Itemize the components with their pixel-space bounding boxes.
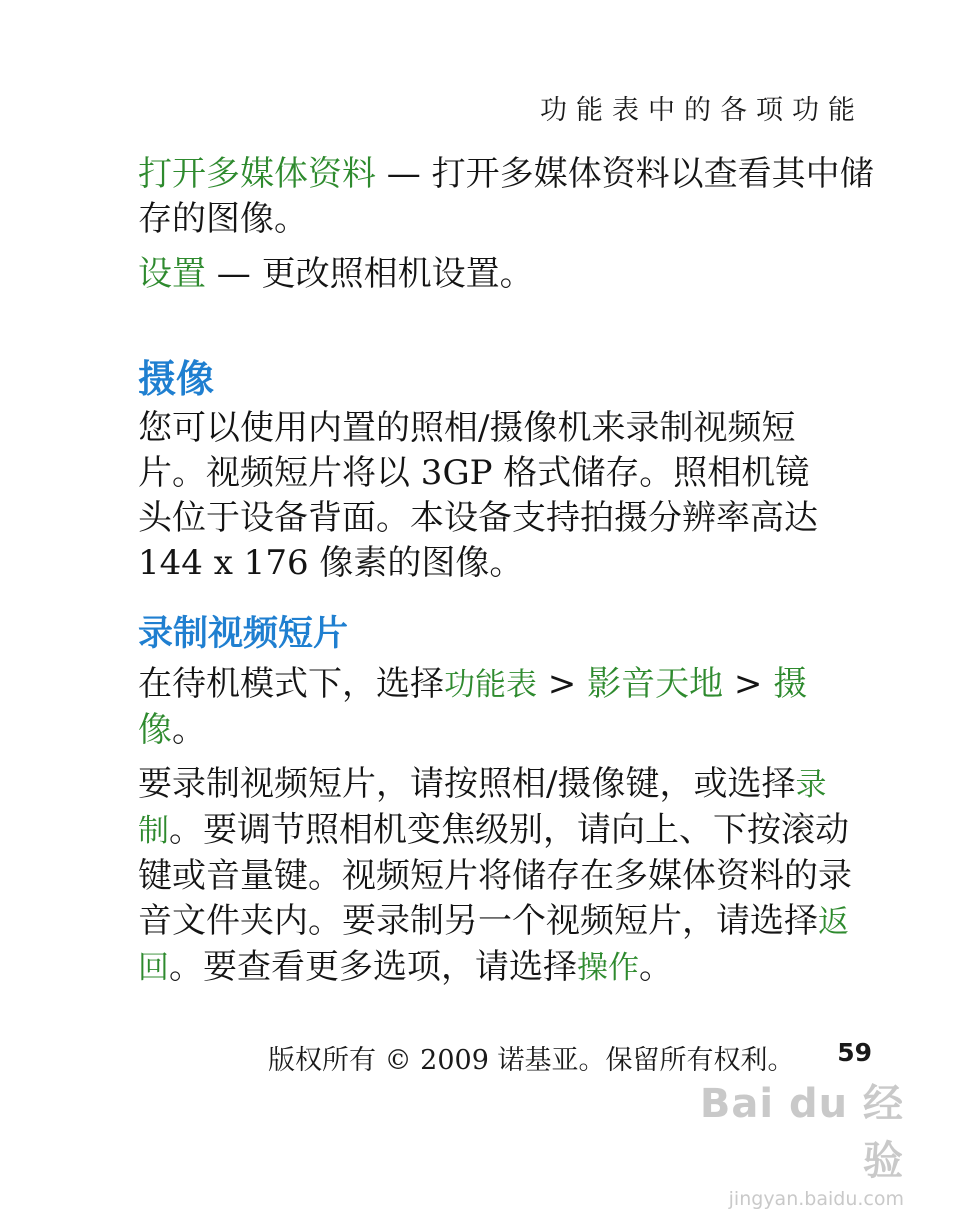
instr-text: 。要查看更多选项，请选择 (169, 947, 577, 987)
record-option: 录制 (138, 767, 827, 849)
copyright-footer: 版权所有 © 2009 诺基亚。保留所有权利。 (268, 1045, 795, 1076)
gallery-entry (138, 152, 878, 242)
record-menu-path (138, 662, 838, 753)
video-intro-text: 您可以使用内置的照相/摄像机来录制视频短片。视频短片将以 3GP 格式储存。照相机镜头位于设备背面。本设备支持拍摄分辨率高达 144 x 176 像素的图像。 (138, 408, 818, 583)
settings-entry (138, 252, 878, 297)
record-instructions (138, 762, 868, 991)
instr-text: 。要调节照相机变焦级别，请向上、下按滚动键或音量键。视频短片将储存在多媒体资料的录音文件夹内。要录制另一个视频短片，请选择 (138, 810, 852, 941)
instr-text: 。 (639, 947, 673, 987)
path-separator: > (723, 664, 774, 704)
gallery-desc: 打开多媒体资料以查看其中储存的图像。 (138, 154, 874, 239)
path-prefix: 在待机模式下，选择 (138, 664, 444, 704)
options-option: 操作 (577, 950, 639, 986)
watermark-url: jingyan.baidu.com (728, 1188, 904, 1210)
page-number: 59 (837, 1038, 872, 1067)
settings-term: 设置 (138, 254, 206, 294)
baidu-watermark (694, 1072, 904, 1210)
path-separator: > (537, 664, 588, 704)
settings-dash: — (206, 254, 262, 294)
media-link: 影音天地 (587, 664, 724, 704)
gallery-dash: — (376, 154, 432, 194)
back-option: 返回 (138, 904, 849, 986)
watermark-logo: Bai du 经验 (699, 1081, 904, 1184)
video-intro (138, 406, 838, 586)
video-link: 摄像 (138, 664, 808, 750)
instr-text: 要录制视频短片，请按照相/摄像键，或选择 (138, 764, 796, 804)
record-section-heading: 录制视频短片 (138, 614, 349, 654)
menu-link: 功能表 (444, 667, 537, 703)
path-suffix: 。 (172, 710, 206, 750)
gallery-term: 打开多媒体资料 (138, 154, 376, 194)
page-header: 功能表中的各项功能 (540, 95, 864, 126)
video-section-heading: 摄像 (138, 357, 215, 401)
settings-desc: 更改照相机设置。 (261, 254, 534, 294)
